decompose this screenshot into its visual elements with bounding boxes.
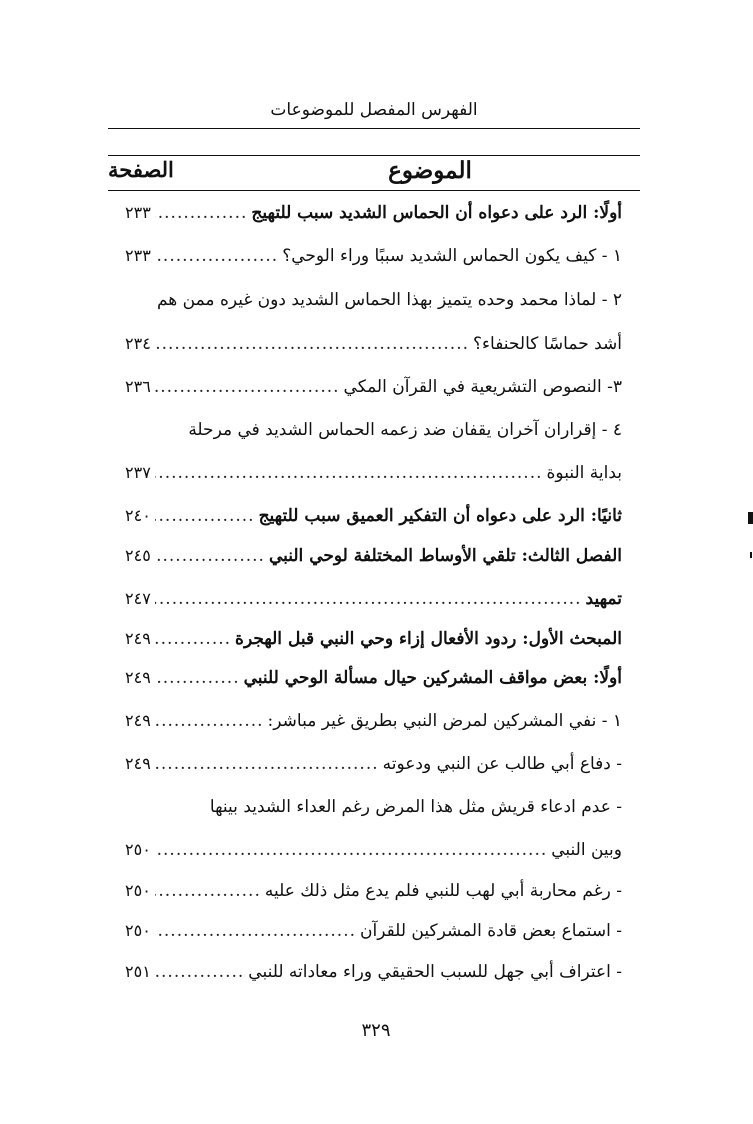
entry-page: ٢٣٣	[125, 246, 151, 265]
toc-entry	[125, 668, 622, 698]
header-rule-bottom	[108, 190, 640, 191]
page-number: ٣٢٩	[361, 1020, 391, 1041]
entry-page: ٢٣٤	[125, 334, 151, 353]
entry-text: ١ - نفي المشركين لمرض النبي بطريق غير مباشر:	[267, 711, 622, 731]
toc-entry	[125, 921, 622, 951]
entry-page: ٢٤٠	[125, 506, 151, 525]
dot-leader	[155, 881, 261, 901]
toc-entry	[125, 589, 622, 619]
toc-entry	[125, 711, 622, 741]
toc-entry-continuation	[125, 334, 622, 364]
entry-page: ٢٤٩	[125, 629, 151, 648]
entry-text: ثانيًا: الرد على دعواه أن التفكير العميق سبب للتهيج	[258, 506, 622, 526]
toc-entry	[125, 962, 622, 992]
toc-entry	[125, 246, 622, 276]
dot-leader	[155, 840, 547, 860]
column-heading-subject: الموضوع	[388, 157, 472, 184]
edge-mark	[748, 512, 753, 524]
entry-text: ٤ - إقراران آخران يقفان ضد زعمه الحماس الشديد في مرحلة	[188, 420, 622, 440]
entry-text: أشد حماسًا كالحنفاء؟	[473, 334, 622, 354]
entry-page: ٢٣٦	[125, 377, 151, 396]
entry-text: ٢ - لماذا محمد وحده يتميز بهذا الحماس الشديد دون غيره ممن هم	[156, 290, 622, 310]
column-heading-page: الصفحة	[108, 157, 174, 182]
dot-leader	[155, 921, 356, 941]
toc-entry	[125, 754, 622, 784]
dot-leader	[155, 203, 248, 223]
entry-text: - استماع بعض قادة المشركين للقرآن	[360, 921, 622, 941]
entry-text: أولًا: بعض مواقف المشركين حيال مسألة الوحي للنبي	[243, 668, 622, 688]
dot-leader	[155, 711, 264, 731]
toc-entry	[125, 546, 622, 576]
dot-leader	[155, 334, 469, 354]
toc-entry	[125, 203, 622, 233]
dot-leader	[155, 754, 379, 774]
entry-text: الفصل الثالث: تلقي الأوساط المختلفة لوحي النبي	[268, 546, 622, 566]
header-rule-top	[108, 155, 640, 156]
toc-entry	[125, 881, 622, 911]
entry-text: ٣- النصوص التشريعية في القرآن المكي	[343, 377, 622, 397]
entry-page: ٢٤٧	[125, 589, 151, 608]
top-rule	[108, 128, 640, 129]
toc-entry	[125, 797, 622, 827]
dot-leader	[155, 546, 265, 566]
toc-entry-continuation	[125, 463, 622, 493]
entry-text: - دفاع أبي طالب عن النبي ودعوته	[382, 754, 622, 774]
entry-text: وبين النبي	[551, 840, 622, 860]
entry-page: ٢٣٣	[125, 203, 151, 222]
dot-leader	[155, 962, 245, 982]
entry-page: ٢٥٠	[125, 881, 151, 900]
dot-leader	[155, 589, 582, 609]
toc-entry	[125, 420, 622, 450]
entry-text: تمهيد	[585, 589, 622, 609]
toc-entry	[125, 290, 622, 320]
dot-leader	[155, 506, 255, 526]
entry-page: ٢٥٠	[125, 921, 151, 940]
dot-leader	[155, 377, 340, 397]
entry-page: ٢٤٩	[125, 754, 151, 773]
dot-leader	[155, 668, 240, 688]
entry-page: ٢٤٥	[125, 546, 151, 565]
entry-text: - اعتراف أبي جهل للسبب الحقيقي وراء معاداته للنبي	[248, 962, 622, 982]
toc-entry	[125, 506, 622, 536]
entry-page: ٢٤٩	[125, 668, 151, 687]
toc-entry	[125, 377, 622, 407]
entry-page: ٢٤٩	[125, 711, 151, 730]
entry-text: المبحث الأول: ردود الأفعال إزاء وحي النبي قبل الهجرة	[235, 629, 622, 649]
entry-page: ٢٥١	[125, 962, 151, 981]
toc-entry-continuation	[125, 840, 622, 870]
entry-text: أولًا: الرد على دعواه أن الحماس الشديد سبب للتهيج	[251, 203, 622, 223]
dot-leader	[155, 246, 278, 266]
entry-text: - عدم ادعاء قريش مثل هذا المرض رغم العداء الشديد بينها	[209, 797, 622, 817]
entry-page: ٢٣٧	[125, 463, 151, 482]
running-title: الفهرس المفصل للموضوعات	[270, 100, 478, 120]
toc-entry	[125, 629, 622, 659]
entry-text: بداية النبوة	[546, 463, 622, 483]
edge-mark	[750, 552, 752, 558]
entry-text: - رغم محاربة أبي لهب للنبي فلم يدع مثل ذلك عليه	[264, 881, 622, 901]
dot-leader	[155, 463, 543, 483]
entry-page: ٢٥٠	[125, 840, 151, 859]
dot-leader	[155, 629, 231, 649]
entry-text: ١ - كيف يكون الحماس الشديد سببًا وراء الوحي؟	[282, 246, 622, 266]
